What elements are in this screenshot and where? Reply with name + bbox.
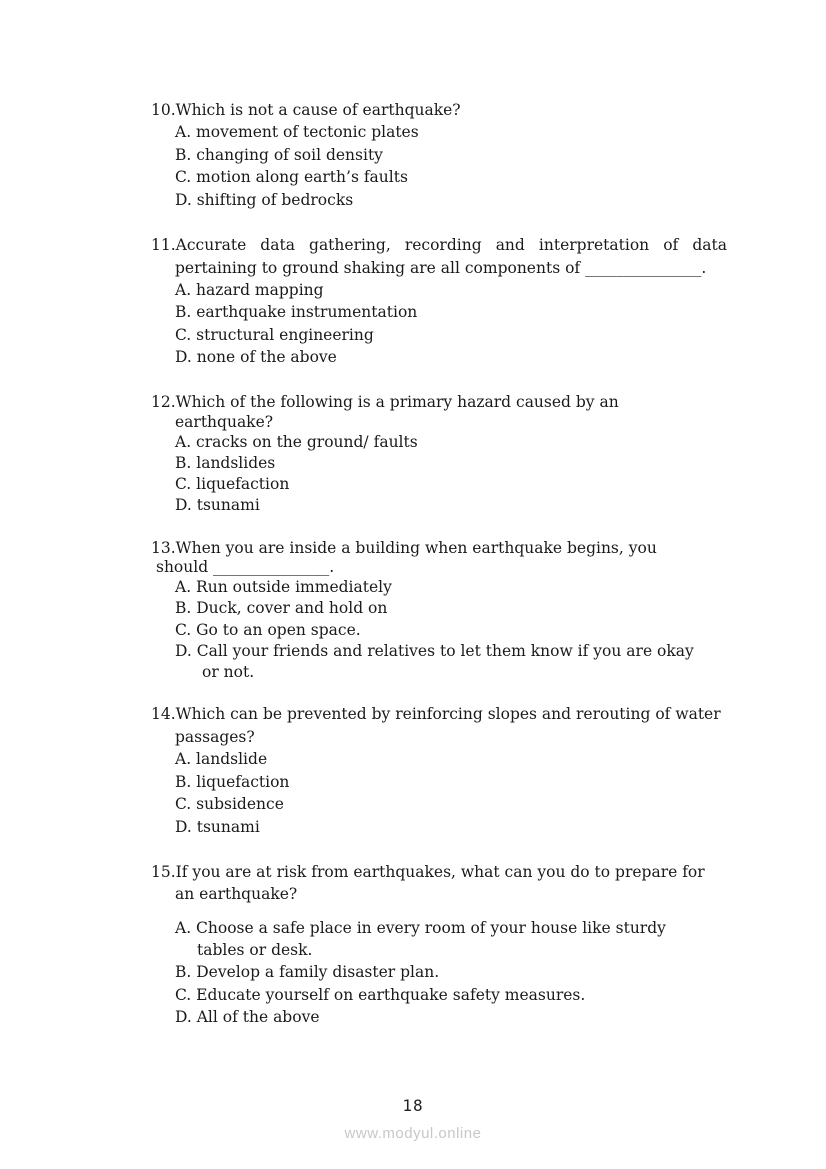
question-stem-continued: passages?	[175, 728, 255, 746]
option-a: A. Run outside immediately	[175, 578, 392, 596]
question-stem: 11.Accurate data gathering, recording and interpretation of data	[151, 236, 727, 254]
option-d: D. Call your friends and relatives to let them know if you are okay	[175, 642, 694, 660]
option-c: C. structural engineering	[175, 326, 374, 344]
option-b: B. Develop a family disaster plan.	[175, 963, 440, 981]
option-d: D. shifting of bedrocks	[175, 191, 354, 209]
question-stem: 12.Which of the following is a primary hazard caused by an	[151, 393, 619, 411]
option-a: A. Choose a safe place in every room of your house like sturdy	[175, 919, 666, 937]
option-d-continued: or not.	[202, 663, 255, 681]
option-d: D. tsunami	[175, 818, 260, 836]
option-c: C. motion along earth’s faults	[175, 168, 408, 186]
watermark-text: www.modyul.online	[344, 1125, 482, 1142]
question-stem: 14.Which can be prevented by reinforcing slopes and rerouting of water	[151, 705, 721, 723]
option-a: A. landslide	[175, 750, 268, 768]
option-c: C. Educate yourself on earthquake safety measures.	[175, 986, 586, 1004]
page-number: 18	[402, 1096, 424, 1115]
option-b: B. landslides	[175, 454, 276, 472]
option-a-continued: tables or desk.	[197, 941, 313, 959]
option-b: B. changing of soil density	[175, 146, 383, 164]
option-c: C. subsidence	[175, 795, 284, 813]
option-b: B. liquefaction	[175, 773, 290, 791]
option-a: A. hazard mapping	[175, 281, 324, 299]
question-stem: 15.If you are at risk from earthquakes, what can you do to prepare for	[151, 863, 705, 881]
question-stem: 13.When you are inside a building when earthquake begins, you	[151, 539, 657, 557]
option-d: D. tsunami	[175, 496, 260, 514]
option-a: A. movement of tectonic plates	[175, 123, 419, 141]
option-d: D. none of the above	[175, 348, 337, 366]
option-c: C. Go to an open space.	[175, 621, 361, 639]
question-stem: 10.Which is not a cause of earthquake?	[151, 101, 461, 119]
option-b: B. Duck, cover and hold on	[175, 599, 388, 617]
option-b: B. earthquake instrumentation	[175, 303, 418, 321]
option-a: A. cracks on the ground/ faults	[175, 433, 418, 451]
option-d: D. All of the above	[175, 1008, 320, 1026]
question-stem-continued: an earthquake?	[175, 885, 298, 903]
question-stem-continued: pertaining to ground shaking are all components of _______________.	[175, 259, 707, 277]
question-stem-continued: earthquake?	[175, 413, 274, 431]
question-stem-continued: should _______________.	[156, 558, 335, 576]
option-c: C. liquefaction	[175, 475, 290, 493]
